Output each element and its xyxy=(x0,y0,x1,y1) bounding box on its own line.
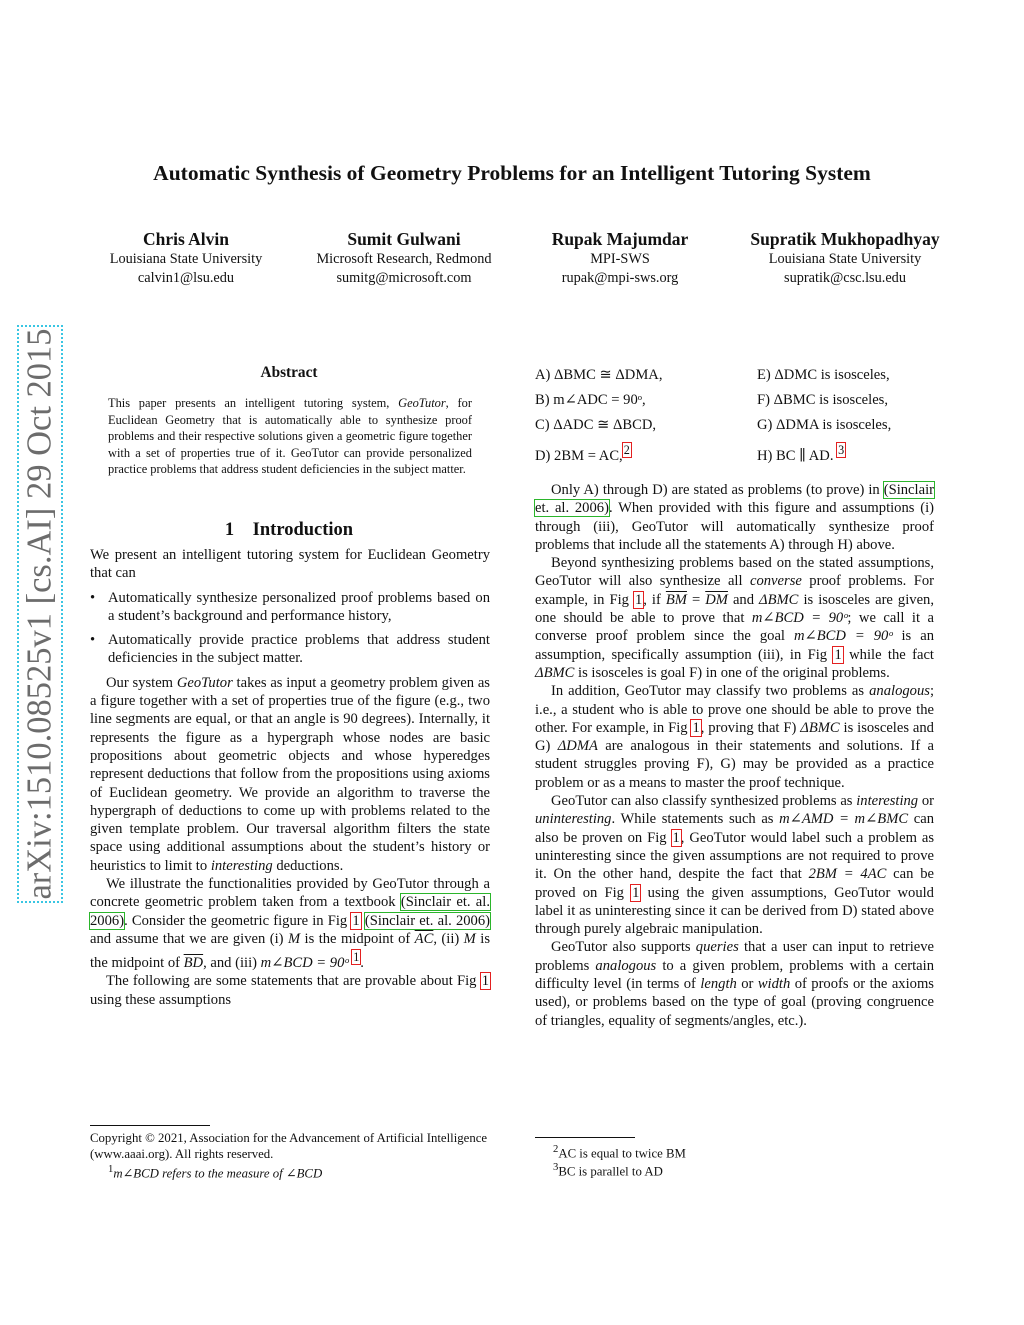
footnote-rule xyxy=(90,1125,210,1126)
author-affiliation: Louisiana State University xyxy=(768,251,922,267)
figure-ref-link[interactable]: 1 xyxy=(352,912,360,929)
author-email: calvin1@lsu.edu xyxy=(137,270,235,286)
citation-link[interactable]: (Sinclair et. al. 2006) xyxy=(90,894,490,929)
copyright-notice: Copyright © 2021, Association for the Advancement of Artificial Intelligence (www.aaai.org). All rights reserved. $^1$m∠BCD refers to the measure of ∠BCD xyxy=(90,1131,488,1181)
paragraph: We illustrate the functionalities provided by GeoTutor through a concrete geometric problem taken from a textbook (Sinclair et. al. 2006). Consider the geometric figure in Fig 1 (Sinclair et. al. 2006) and assume that we are given (i) M is the midpoint of $\overline{AC}$, (ii) M is the midpoint of $\overline{BD}$, and (iii) m∠BCD = 90ᵒ $^1$. xyxy=(90,876,491,972)
author-email: rupak@mpi-sws.org xyxy=(561,270,679,286)
author-affiliation: Louisiana State University xyxy=(109,251,263,267)
paragraph: In addition, GeoTutor may classify two problems as analogous; i.e., a student who is able to prove one should be able to prove the other. For example, in Fig 1, proving that F) ΔBMC is isosceles and G) ΔDMA are analogous in their statements and solutions. If a student struggles proving F), G) may be provided as a practice problem or as a means to master the proof technique. xyxy=(535,683,934,791)
abstract-heading: Abstract xyxy=(260,364,318,381)
footnote-ref-link[interactable]: 2 xyxy=(623,443,630,457)
paragraph: GeoTutor can also classify synthesized problems as interesting or uninteresting. While statements such as m∠AMD = m∠BMC can also be proven on Fig 1, GeoTutor would label such a problem as uninteresting since the given assumptions are not required to prove it. On the other hand, despite the fact that 2BM = 4AC can be proved on Fig 1 using the given assumptions, GeoTutor would label it as uninteresting since it can be derived from D) stated above through purely algebraic manipulation. xyxy=(535,793,934,938)
author-name: Sumit Gulwani xyxy=(347,229,461,249)
figure-ref-link[interactable]: 1 xyxy=(692,719,700,736)
author-name: Chris Alvin xyxy=(142,229,230,249)
citation-link[interactable]: (Sinclair et. al. 2006) xyxy=(364,912,491,929)
arxiv-stamp-text: arXiv:1510.08525v1 [cs.AI] 29 Oct 2015 xyxy=(20,328,59,900)
list-item: • Automatically synthesize personalized proof problems based on a student’s background and performance history, xyxy=(90,589,490,626)
author-block xyxy=(293,228,515,288)
footnote-ref-link[interactable]: 3 xyxy=(838,443,845,457)
author-block xyxy=(510,228,730,288)
paragraph: GeoTutor also supports queries that a user can input to retrieve problems analogous to a given problem, problems with a certain difficulty level (in terms of length or width of proofs or the axioms used), or problems based on the type of goal (proving congruence of triangles, equality of segments/angles, etc.). xyxy=(535,939,935,1029)
statement-f: F) ΔBMC is isosceles, xyxy=(757,392,889,408)
paragraph: Beyond synthesizing problems based on the stated assumptions, GeoTutor will also synthesize all converse proof problems. For example, in Fig 1, if $\overline{BM} = \overline{DM}$ and ΔBMC is isosceles are given, one should be able to prove that m∠BCD = 90ᵒ; we call it a converse proof problem since the goal m∠BCD = 90ᵒ is an assumption, specifically assumption (iii), in Fig 1 while the fact ΔBMC is isosceles is goal F) in one of the original problems. xyxy=(535,555,934,681)
statement-d: D) 2BM = AC, xyxy=(535,447,623,464)
author-name: Supratik Mukhopadhyay xyxy=(750,229,940,249)
figure-ref-link[interactable]: 1 xyxy=(672,829,680,846)
author-block xyxy=(720,228,970,288)
statement-g: G) ΔDMA is isosceles, xyxy=(757,417,892,433)
right-column xyxy=(535,481,934,1030)
footnote-ref-link[interactable]: 1 xyxy=(353,950,360,965)
author-affiliation: Microsoft Research, Redmond xyxy=(316,251,492,267)
paper-title: Automatic Synthesis of Geometry Problems for an Intelligent Tutoring System xyxy=(153,161,871,185)
author-block xyxy=(76,228,296,288)
citation-link[interactable]: (Sinclair et. al. 2006) xyxy=(535,482,934,517)
figure-ref-link[interactable]: 1 xyxy=(834,646,842,663)
statement-e: E) ΔDMC is isosceles, xyxy=(757,367,890,383)
figure-ref-link[interactable]: 1 xyxy=(481,973,489,990)
figure-ref-link[interactable]: 1 xyxy=(632,884,640,901)
author-name: Rupak Majumdar xyxy=(551,229,689,249)
left-column xyxy=(90,546,490,1009)
statement-c: C) ΔADC ≅ ΔBCD, xyxy=(535,417,657,433)
paragraph: Only A) through D) are stated as problems (to prove) in (Sinclair et. al. 2006). When provided with this figure and assumptions (i) through (iii), GeoTutor will automatically synthesize proof problems that include all the statements A) through H) above. xyxy=(535,482,934,553)
paragraph: Our system GeoTutor takes as input a geometry problem given as a figure together with a set of properties true of the figure (e.g., two line segments are equal, or that an angle is 90 degrees). Internally, it represents the figure as a hypergraph whose nodes are basic propositions about geometric objects and whose hyperedges represent deductions that follow from the propositions using axioms of Euclidean geometry. We provide an algorithm to traverse the hypergraph of deductions to come up with problems related to the given template problem. Our traversal algorithm filters the state space using additional assumptions about the student’s history or heuristics to limit to interesting deductions. xyxy=(90,674,490,874)
footnote-3: $^3$BC is parallel to AD xyxy=(553,1162,663,1179)
author-email: sumitg@microsoft.com xyxy=(336,270,472,286)
list-item: • Automatically provide practice problems that address student deficiencies in the subject matter. xyxy=(90,631,490,668)
system-name: GeoTutor xyxy=(398,396,446,410)
intro-lead: We present an intelligent tutoring system for Euclidean Geometry that can xyxy=(90,547,490,582)
footnote-1: m∠BCD refers to the measure of ∠BCD xyxy=(113,1166,323,1181)
footnote-rule xyxy=(535,1137,635,1138)
author-email: supratik@csc.lsu.edu xyxy=(784,270,906,286)
footnote-2: $^2$AC is equal to twice BM xyxy=(553,1144,686,1161)
feature-list xyxy=(90,589,490,668)
statement-h: H) BC ∥ AD. xyxy=(757,447,834,464)
statement-b: B) m∠ADC = 90ᵒ, xyxy=(535,392,646,408)
figure-ref-link[interactable]: 1 xyxy=(634,591,643,608)
paragraph: The following are some statements that are provable about Fig 1 using these assumptions xyxy=(90,973,489,1008)
section-heading: 1 Introduction xyxy=(224,520,354,540)
abstract-text: This paper presents an intelligent tutoring system, GeoTutor, for Euclidean Geometry that is automatically able to synthesize proof problems and their respective solutions given a geometric figure together with a set of properties true of it. GeoTutor can provide personalized practice problems that address student deficiencies in the subject matter. xyxy=(108,396,472,477)
statement-a: A) ΔBMC ≅ ΔDMA, xyxy=(535,367,663,383)
author-affiliation: MPI-SWS xyxy=(590,251,650,267)
arxiv-stamp-link[interactable] xyxy=(17,325,63,903)
